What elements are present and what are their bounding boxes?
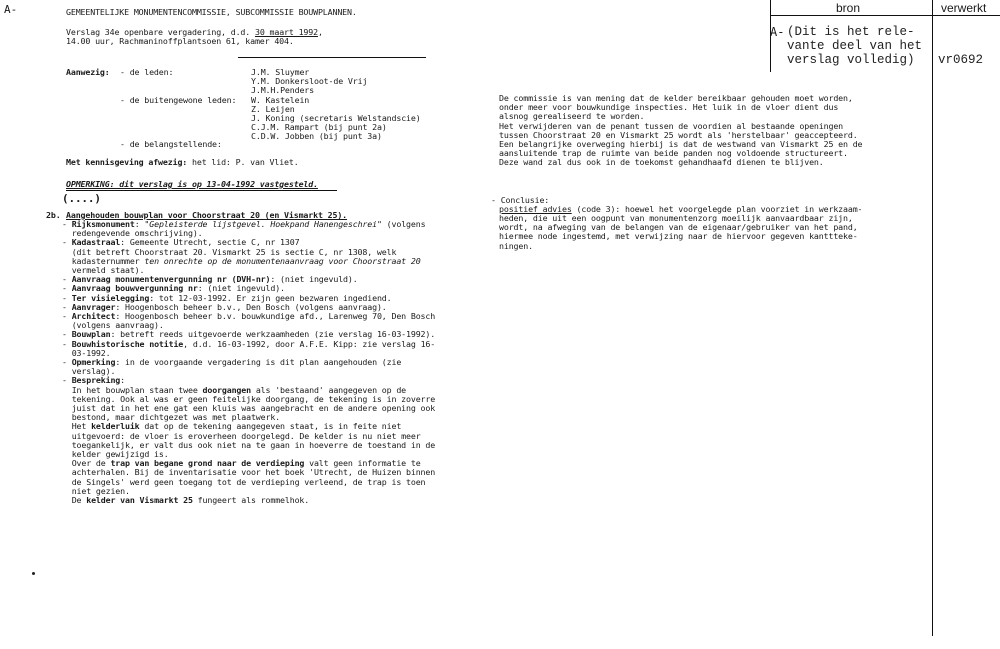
conclusion-line: heden, die uit een oogpunt van monumentenzorg moeilijk aanvaardbaar zijn, — [499, 213, 853, 223]
attendance-block — [66, 68, 110, 77]
item-line-segment: achterhalen. Bij de inventarisatie voor het boek 'Utrecht, de Huizen binnen — [62, 467, 436, 478]
item-line-segment: toegankelijk, er valt dus ook niet na te gaan in hoeverre de toestand in de — [62, 439, 436, 450]
document-title: GEMEENTELIJKE MONUMENTENCOMMISSIE, SUBCOMMISSIE BOUWPLANNEN. — [66, 7, 357, 17]
item-body — [62, 220, 435, 505]
item-line-segment: - — [62, 237, 72, 248]
item-line-segment: juist dat in het ene gat een kluis was aangebracht en de andere opening ook — [62, 403, 436, 414]
meeting-info — [66, 28, 323, 46]
item-line-segment: Bouwplan — [71, 329, 111, 340]
members-list — [251, 68, 421, 142]
item-line-segment: - — [62, 357, 72, 368]
conclusion-body — [499, 214, 858, 251]
member-name: Y.M. Donkersloot-de Vrij — [251, 76, 368, 87]
meeting-line1-pre: Verslag 34e openbare vergadering, d.d. — [66, 27, 255, 37]
item-line-segment: - — [62, 292, 72, 303]
opinion-line: Deze wand zal dus ook in de toekomst gehandhaafd dienen te blijven. — [499, 157, 824, 168]
note-marker: A- — [770, 25, 785, 39]
item-line-segment: : Gemeente Utrecht, sectie C, nr 1307 — [120, 237, 300, 248]
item-line-segment: uitgevoerd: de vloer is eroverheen doorgelegd. De kelder is nu niet meer — [62, 430, 421, 441]
remark-line: OPMERKING: dit verslag is op 13-04-1992 vastgesteld. — [66, 179, 318, 189]
item-line — [62, 358, 435, 367]
item-line-segment: : betreft reeds uitgevoerde werkzaamheden (zie verslag 16-03-1992). — [110, 329, 436, 340]
conclusion-line: hiermee node ingestemd, met verwijzing naar de hiervoor gegeven kanttteke- — [499, 231, 858, 242]
meeting-date: 30 maart 1992 — [254, 27, 318, 37]
remark-rule — [66, 190, 337, 191]
item-line-segment: kelder gewijzigd is. — [62, 449, 169, 460]
item-line-segment: - — [62, 219, 72, 229]
conclusion-line: wordt, na afweging van de belangen van de eigenaar/gebruiker van het pand, — [499, 222, 858, 233]
source-note-line: verslag volledig) — [787, 53, 915, 67]
item-line-segment: - — [62, 375, 72, 386]
archive-code: vr0692 — [938, 53, 984, 67]
item-line-segment: Over de — [62, 458, 111, 469]
present-label: Aanwezig: — [66, 67, 110, 77]
item-line-segment: de Singels' werd geen toegang tot de verdieping verleend, de trap is toen — [62, 476, 426, 487]
extra-member-name: Z. Leijen — [251, 103, 295, 114]
item-line-segment: (dit betreft Choorstraat 20. Vismarkt 25 is sectie C, nr 1308, welk — [62, 246, 397, 257]
table-divider — [932, 0, 933, 636]
conclusion-line: ningen. — [499, 240, 533, 251]
stakeholder-name: C.D.W. Jobben (bij punt 3a) — [251, 131, 382, 142]
item-line-segment: valt geen informatie te — [304, 458, 421, 469]
item-title: Aangehouden bouwplan voor Choorstraat 20 (en Vismarkt 25). — [66, 210, 348, 220]
margin-marker: A- — [4, 3, 18, 16]
item-line-segment: Gepleisterde lijstgevel. Hoekpand Hanengeschrei — [149, 219, 377, 229]
item-number: 2b. — [46, 210, 61, 220]
item-line-segment: De — [62, 495, 87, 506]
header-rule — [238, 57, 426, 58]
item-line-segment: doorgangen — [202, 384, 251, 395]
meeting-line1-post: , — [317, 27, 323, 37]
item-line-segment: dat op de tekening aangegeven staat, is in feite niet — [139, 421, 402, 432]
item-line-segment: Het — [62, 421, 92, 432]
item-line — [62, 340, 435, 349]
opinion-line: onder meer voor bouwkundige inspecties. Het luik in de vloer dient dus — [499, 102, 839, 113]
item-line-segment: : (niet ingevuld). — [197, 283, 285, 294]
opinion-line: Een belangrijke overweging hierbij is dat de westwand van Vismarkt 25 en de — [499, 139, 863, 150]
item-line-segment: tekening. Ook al was er geen feitelijke doorgang, de tekening is in zoverre — [62, 393, 436, 404]
item-line-segment: als 'bestaand' aangegeven op de — [250, 384, 407, 395]
item-line-segment: niet gezien. — [62, 485, 130, 496]
item-line-segment: kadasternummer — [62, 255, 145, 266]
stakeholder-label: - de belangstellende: — [120, 139, 222, 149]
item-line-segment: kelder van Vismarkt 25 — [86, 495, 193, 506]
opinion-line: De commissie is van mening dat de kelder bereikbaar gehouden moet worden, — [499, 93, 853, 103]
item-line-segment: , d.d. 16-03-1992, door A.F.E. Kipp: zie verslag 16- — [183, 338, 436, 349]
extra-member-name: W. Kastelein — [251, 94, 310, 105]
item-line-segment: : Hoogenbosch beheer b.v. bouwkundige afd., Larenweg 70, Den Bosch — [115, 311, 436, 322]
item-line-segment: " (volgens — [376, 219, 426, 229]
opinion-line: aansluitende trap de ruimte van beide panden nog voldoende structureert. — [499, 148, 848, 159]
item-line-segment: Bespreking — [71, 375, 121, 386]
advice-label: positief advies — [499, 204, 572, 214]
meeting-line2: 14.00 uur, Rachmaninoffplantsoen 61, kamer 404. — [66, 36, 294, 47]
opinion-line: alsnog gerealiseerd te worden. — [499, 111, 645, 122]
absent-label: Met kennisgeving afwezig: — [66, 157, 188, 167]
source-note-line: (Dit is het rele- — [787, 25, 915, 39]
item-line-segment: - — [62, 301, 72, 312]
opinion-line: tussen Choorstraat 20 en Vismarkt 25 wordt als 'herstelbaar' geaccepteerd. — [499, 129, 858, 140]
item-line-segment: bestond, maar dichtgezet was met plaatwerk. — [62, 412, 281, 423]
item-line-segment: (volgens aanvraag). — [62, 320, 164, 331]
item-line-segment: - — [62, 329, 72, 340]
members-label: - de leden: — [120, 67, 174, 77]
absent-text: het lid: P. van Vliet. — [192, 157, 299, 167]
opinion-line: Het verwijderen van de penant tussen de voordien al bestaande openingen — [499, 120, 844, 131]
conclusion-label: - Conclusie: — [491, 195, 550, 205]
item-line-segment: kelderluik — [91, 421, 140, 432]
item-line-segment: Bouwhistorische notitie — [71, 338, 184, 349]
item-line-segment: - — [62, 311, 72, 322]
item-line-segment: fungeert als rommelhok. — [192, 495, 310, 506]
item-line-segment: - — [62, 338, 72, 349]
item-line-segment: ten onrechte op de monumentenaanvraag voor Choorstraat 20 — [144, 255, 421, 266]
item-line-segment: : — [120, 375, 126, 386]
item-line-segment: : tot 12-03-1992. Er zijn geen bezwaren ingediend. — [149, 292, 392, 303]
member-name: J.M. Sluymer — [251, 67, 310, 77]
item-line-segment: : " — [134, 219, 150, 229]
member-name: J.M.H.Penders — [251, 85, 314, 96]
item-line-segment: Aanvraag bouwvergunning nr — [71, 283, 198, 294]
col-header-bron: bron — [836, 1, 861, 15]
scan-dot — [32, 572, 35, 575]
item-line-segment: In het bouwplan staan twee — [62, 384, 203, 395]
extra-members-label: - de buitengewone leden: — [120, 95, 237, 105]
item-line-segment: Aanvraag monumentenvergunning nr (DVH-nr) — [71, 274, 271, 285]
item-line-segment: - — [62, 283, 72, 294]
item-line — [62, 496, 435, 505]
advice-rest: (code 3): hoewel het voorgelegde plan voorziet in werkzaam- — [571, 204, 863, 214]
col-header-verwerkt: verwerkt — [941, 1, 987, 15]
item-line-segment: 03-1992. — [62, 347, 111, 358]
absent-line — [66, 158, 299, 167]
item-line-segment: Ter visielegging — [71, 292, 150, 303]
committee-opinion — [499, 94, 862, 168]
item-line-segment: Architect — [71, 311, 116, 322]
item-line-segment: - — [62, 274, 72, 285]
item-line-segment: Rijksmonument — [71, 219, 135, 229]
source-note — [787, 25, 922, 67]
item-line-segment: vermeld staat). — [62, 265, 145, 276]
source-note-line: vante deel van het — [787, 39, 923, 53]
item-line-segment: verslag). — [62, 366, 116, 377]
item-line-segment: : (niet ingevuld). — [270, 274, 358, 285]
item-line-segment: : in de voorgaande vergadering is dit plan aangehouden (zie — [115, 357, 402, 368]
item-line-segment: trap van begane grond naar de verdieping — [110, 458, 305, 469]
item-line-segment: : Hoogenbosch beheer b.v., Den Bosch (volgens aanvraag). — [115, 301, 387, 312]
item-line-segment: redengevende omschrijving). — [62, 228, 203, 239]
item-line-segment: Kadastraal — [71, 237, 121, 248]
ellipsis: (....) — [62, 192, 101, 205]
table-header-rule — [770, 15, 1000, 16]
item-line-segment: Opmerking — [71, 357, 116, 368]
item-line-segment: Aanvrager — [71, 301, 116, 312]
extra-member-name: C.J.M. Rampart (bij punt 2a) — [251, 122, 387, 133]
extra-member-name: J. Koning (secretaris Welstandscie) — [251, 113, 421, 124]
